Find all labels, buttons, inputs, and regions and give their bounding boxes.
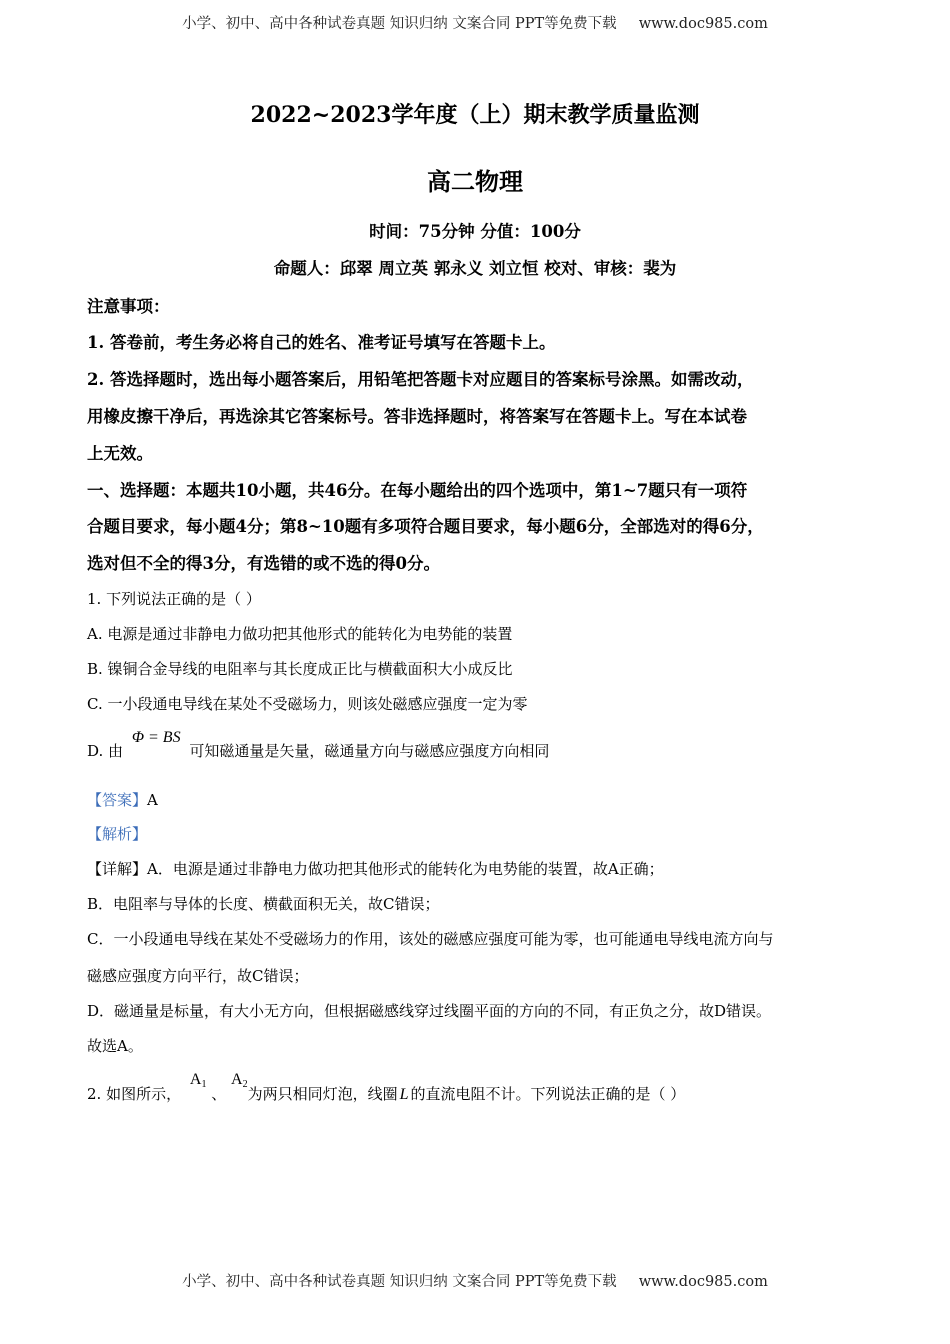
page-footer [0,1270,950,1291]
q2-sep: 、 [211,1085,227,1103]
q1-option-d-prefix: D. 由 [87,742,124,760]
detail-c-line-2: 磁感应强度方向平行，故C错误； [87,967,309,985]
q1-option-d-suffix: 可知磁通量是矢量，磁通量方向与磁感应强度方向相同 [189,742,550,760]
lamp-a2-symbol [231,1071,248,1088]
exam-title: 2022~2023学年度（上）期末教学质量监测 [250,102,700,128]
lamp-a2-letter: A [231,1071,243,1088]
q1-option-c: C. 一小段通电导线在某处不受磁场力，则该处磁感应强度一定为零 [87,695,528,713]
detail-d: D．磁通量是标量，有大小无方向，但根据磁感线穿过线圈平面的方向的不同，有正负之分，故D错误。 [87,1002,772,1020]
section-1-line-1: 一、选择题：本题共10小题，共46分。在每小题给出的四个选项中，第1~7题只有一项符 [87,481,748,500]
q1-answer [87,789,158,810]
subject-title: 高二物理 [427,167,523,196]
notes-item-2-line-1: 2. 答选择题时，选出每小题答案后，用铅笔把答题卡对应题目的答案标号涂黑。如需改动， [87,370,754,389]
coil-symbol: L [399,1086,409,1103]
authors: 命题人：邱翠 周立英 郭永义 刘立恒 校对、审核：裴为 [273,259,677,278]
q2-suffix: 的直流电阻不计。下列说法正确的是（ ） [410,1085,686,1103]
time-score: 时间：75分钟 分值：100分 [369,222,581,241]
answer-label: 【答案】 [87,791,148,809]
detail-c-line-1: C．一小段通电导线在某处不受磁场力的作用，该处的磁感应强度可能为零，也可能通电导线电流方向与 [87,930,774,948]
answer-value: A [147,791,158,809]
detail-a-text: A．电源是通过非静电力做功把其他形式的能转化为电势能的装置，故A正确； [147,860,664,878]
lamp-a2-sub: 2 [242,1079,248,1090]
footer-text: 小学、初中、高中各种试卷真题 知识归纳 文案合同 PPT等免费下载 [182,1274,617,1290]
lamp-a1-letter: A [189,1071,202,1088]
notes-item-2-line-2: 用橡皮擦干净后，再选涂其它答案标号。答非选择题时，将答案写在答题卡上。写在本试卷 [87,407,747,426]
notes-item-2-line-3: 上无效。 [87,444,153,463]
q1-option-a: A. 电源是通过非静电力做功把其他形式的能转化为电势能的装置 [87,625,513,643]
section-1-line-2: 合题目要求，每小题4分；第8~10题有多项符合题目要求，每小题6分，全部选对的得6分， [87,517,764,536]
lamp-a1-symbol [190,1071,207,1088]
footer-url[interactable]: www.doc985.com [638,1274,768,1290]
header-text: 小学、初中、高中各种试卷真题 知识归纳 文案合同 PPT等免费下载 [182,16,617,32]
detail-label: 【详解】 [87,860,148,878]
detail-a [87,858,664,879]
lamp-a1-sub: 1 [201,1079,207,1090]
page-header [0,12,950,33]
q2-mid: 为两只相同灯泡，线圈 [247,1085,398,1103]
header-url[interactable]: www.doc985.com [638,16,768,32]
detail-b: B．电阻率与导体的长度、横截面积无关，故C错误； [87,895,440,913]
notes-item-1: 1. 答卷前，考生务必将自己的姓名、准考证号填写在答题卡上。 [87,333,556,352]
q2-stem [87,1068,686,1103]
section-1-line-3: 选对但不全的得3分，有选错的或不选的得0分。 [87,554,440,573]
flux-formula: Φ = BS [131,729,181,746]
notes-heading: 注意事项： [87,297,170,316]
q1-option-b: B. 镍铜合金导线的电阻率与其长度成正比与横截面积大小成反比 [87,660,513,678]
q2-prefix: 2. 如图所示， [87,1085,182,1103]
q1-option-d [87,726,550,760]
q1-stem: 1. 下列说法正确的是（ ） [87,590,261,608]
q1-conclusion: 故选A。 [87,1037,143,1055]
analysis-label: 【解析】 [87,825,148,843]
